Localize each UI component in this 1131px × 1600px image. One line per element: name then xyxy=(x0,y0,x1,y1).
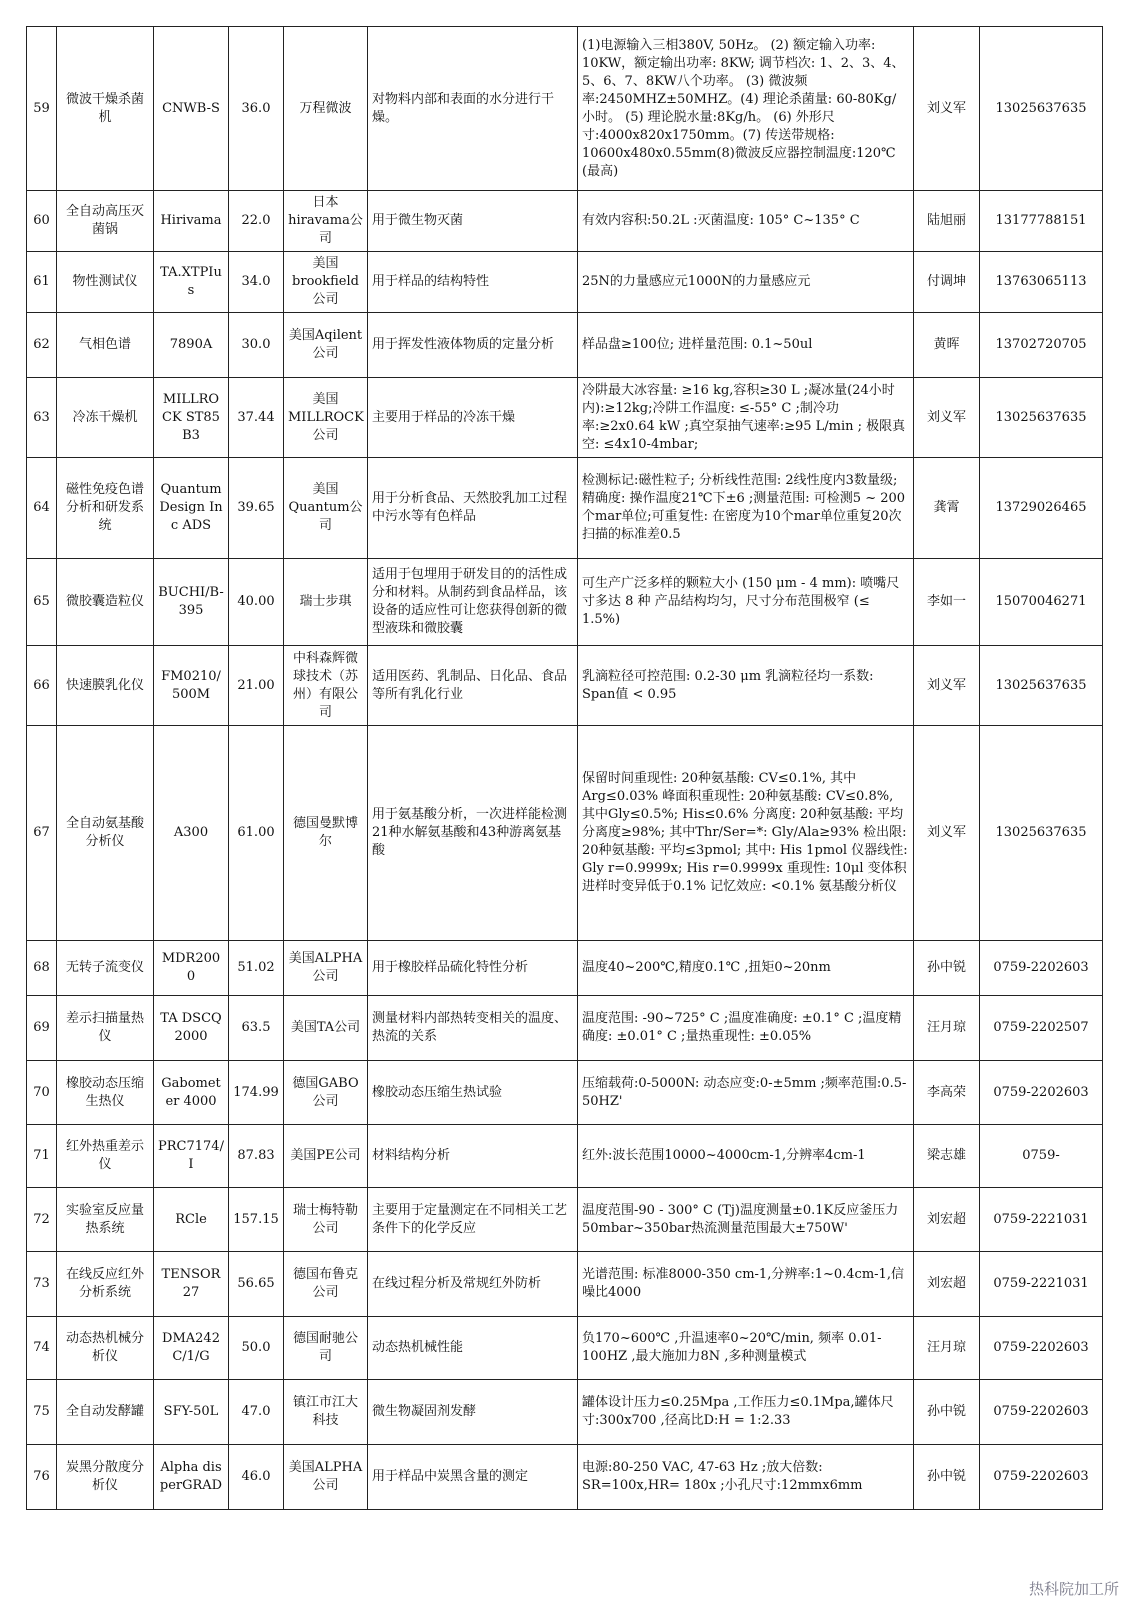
manufacturer: 瑞士步琪 xyxy=(284,559,368,646)
table-row xyxy=(27,1445,1103,1510)
technical-spec: 25N的力量感应元1000N的力量感应元 xyxy=(578,252,914,313)
table-row xyxy=(27,1125,1103,1188)
table-row xyxy=(27,27,1103,191)
technical-spec: 压缩载荷:0-5000N: 动态应变:0-±5mm ;频率范围:0.5-50HZ' xyxy=(578,1061,914,1125)
phone-number: 13025637635 xyxy=(980,378,1103,458)
contact-person: 刘义军 xyxy=(914,378,980,458)
technical-spec: 冷阱最大冰容量: ≥16 kg,容积≥30 L ;凝冰量(24小时内):≥12kg;冷阱工作温度: ≤-55° C ;制冷功率:≥2x0.64 kW ;真空泵抽气速率:≥95 L/min ; 极限真空: ≤4x10-4mbar; xyxy=(578,378,914,458)
price: 50.0 xyxy=(229,1317,284,1380)
phone-number: 15070046271 xyxy=(980,559,1103,646)
usage-description: 在线过程分析及常规红外防析 xyxy=(368,1252,578,1317)
table-row xyxy=(27,1252,1103,1317)
price: 36.0 xyxy=(229,27,284,191)
usage-description: 用于微生物灭菌 xyxy=(368,191,578,252)
model-number: Gabometer 4000 xyxy=(154,1061,229,1125)
manufacturer: 中科森辉微球技术（苏州）有限公司 xyxy=(284,646,368,726)
model-number: PRC7174/I xyxy=(154,1125,229,1188)
technical-spec: 光谱范围: 标准8000-350 cm-1,分辨率:1~0.4cm-1,信噪比4000 xyxy=(578,1252,914,1317)
manufacturer: 美国Aqilent公司 xyxy=(284,313,368,378)
phone-number: 0759-2202507 xyxy=(980,996,1103,1061)
equipment-name: 快速膜乳化仪 xyxy=(57,646,154,726)
price: 63.5 xyxy=(229,996,284,1061)
table-row xyxy=(27,996,1103,1061)
equipment-name: 无转子流变仪 xyxy=(57,941,154,996)
technical-spec: 负170~600℃ ,升温速率0~20℃/min, 频率 0.01-100HZ ,最大施加力8N ,多种测量模式 xyxy=(578,1317,914,1380)
usage-description: 材料结构分析 xyxy=(368,1125,578,1188)
manufacturer: 德国布鲁克公司 xyxy=(284,1252,368,1317)
table-row xyxy=(27,726,1103,941)
contact-person: 李如一 xyxy=(914,559,980,646)
equipment-name: 磁性免疫色谱分析和研发系统 xyxy=(57,458,154,559)
phone-number: 0759-2221031 xyxy=(980,1188,1103,1252)
usage-description: 动态热机械性能 xyxy=(368,1317,578,1380)
contact-person: 刘宏超 xyxy=(914,1188,980,1252)
table-row xyxy=(27,252,1103,313)
technical-spec: 样品盘≥100位; 进样量范围: 0.1~50ul xyxy=(578,313,914,378)
technical-spec: 乳滴粒径可控范围: 0.2-30 μm 乳滴粒径均一系数: Span值 < 0.95 xyxy=(578,646,914,726)
table-row xyxy=(27,458,1103,559)
equipment-name: 差示扫描量热仪 xyxy=(57,996,154,1061)
model-number: RCle xyxy=(154,1188,229,1252)
manufacturer: 德国GABO公司 xyxy=(284,1061,368,1125)
technical-spec: 有效内容积:50.2L :灭菌温度: 105° C~135° C xyxy=(578,191,914,252)
model-number: Quantum Design Inc ADS xyxy=(154,458,229,559)
usage-description: 用于分析食品、天然胶乳加工过程中污水等有色样品 xyxy=(368,458,578,559)
manufacturer: 美国brookfield公司 xyxy=(284,252,368,313)
price: 22.0 xyxy=(229,191,284,252)
phone-number: 13025637635 xyxy=(980,646,1103,726)
equipment-name: 动态热机械分析仪 xyxy=(57,1317,154,1380)
row-number: 62 xyxy=(27,313,57,378)
table-row xyxy=(27,1188,1103,1252)
equipment-name: 炭黑分散度分析仪 xyxy=(57,1445,154,1510)
phone-number: 13177788151 xyxy=(980,191,1103,252)
row-number: 59 xyxy=(27,27,57,191)
row-number: 64 xyxy=(27,458,57,559)
row-number: 69 xyxy=(27,996,57,1061)
contact-person: 付调坤 xyxy=(914,252,980,313)
usage-description: 用于氨基酸分析，一次进样能检测21种水解氨基酸和43种游离氨基酸 xyxy=(368,726,578,941)
usage-description: 主要用于定量测定在不同相关工艺条件下的化学反应 xyxy=(368,1188,578,1252)
contact-person: 刘义军 xyxy=(914,726,980,941)
row-number: 61 xyxy=(27,252,57,313)
row-number: 63 xyxy=(27,378,57,458)
technical-spec: 保留时间重现性: 20种氨基酸: CV≤0.1%, 其中Arg≤0.03% 峰面积重现性: 20种氨基酸: CV≤0.8%, 其中Gly≤0.5%; His≤0.6% 分离度: 20种氨基酸: 平均分离度≥98%; 其中Thr/Ser=*: Gly/Ala≥93% 检出限: 20种氨基酸: 平均≤3pmol; 其中: His 1pmol 仪器线性: Gly r=0.9999x; His r=0.9999x 重现性: 10μl 变体积进样时变异低于0.1% 记忆效应: <0.1% 氨基酸分析仪 xyxy=(578,726,914,941)
phone-number: 0759-2221031 xyxy=(980,1252,1103,1317)
table-row xyxy=(27,313,1103,378)
model-number: A300 xyxy=(154,726,229,941)
usage-description: 橡胶动态压缩生热试验 xyxy=(368,1061,578,1125)
table-row xyxy=(27,378,1103,458)
phone-number: 13763065113 xyxy=(980,252,1103,313)
model-number: MILLROCK ST85B3 xyxy=(154,378,229,458)
row-number: 71 xyxy=(27,1125,57,1188)
manufacturer: 德国耐驰公司 xyxy=(284,1317,368,1380)
contact-person: 龚霄 xyxy=(914,458,980,559)
price: 51.02 xyxy=(229,941,284,996)
price: 37.44 xyxy=(229,378,284,458)
phone-number: 0759-2202603 xyxy=(980,1061,1103,1125)
usage-description: 适用医药、乳制品、日化品、食品等所有乳化行业 xyxy=(368,646,578,726)
price: 87.83 xyxy=(229,1125,284,1188)
contact-person: 刘义军 xyxy=(914,646,980,726)
contact-person: 孙中锐 xyxy=(914,1380,980,1445)
usage-description: 对物料内部和表面的水分进行干燥。 xyxy=(368,27,578,191)
manufacturer: 美国ALPHA公司 xyxy=(284,941,368,996)
technical-spec: 可生产广泛多样的颗粒大小 (150 μm - 4 mm): 喷嘴尺寸多达 8 种 产品结构均匀，尺寸分布范围极窄 (≤ 1.5%) xyxy=(578,559,914,646)
price: 34.0 xyxy=(229,252,284,313)
equipment-name: 在线反应红外分析系统 xyxy=(57,1252,154,1317)
row-number: 76 xyxy=(27,1445,57,1510)
technical-spec: 检测标记:磁性粒子; 分析线性范围: 2线性度内3数量级; 精确度: 操作温度21℃下±6 ;测量范围: 可检测5 ~ 200个mar单位;可重复性: 在密度为10个mar单位重复20次扫描的标准差0.5 xyxy=(578,458,914,559)
technical-spec: 温度40~200℃,精度0.1℃ ,扭矩0~20nm xyxy=(578,941,914,996)
manufacturer: 万程微波 xyxy=(284,27,368,191)
model-number: TA.XTPIus xyxy=(154,252,229,313)
row-number: 66 xyxy=(27,646,57,726)
contact-person: 孙中锐 xyxy=(914,941,980,996)
price: 56.65 xyxy=(229,1252,284,1317)
usage-description: 主要用于样品的冷冻干燥 xyxy=(368,378,578,458)
model-number: MDR2000 xyxy=(154,941,229,996)
model-number: TA DSCQ2000 xyxy=(154,996,229,1061)
price: 61.00 xyxy=(229,726,284,941)
row-number: 68 xyxy=(27,941,57,996)
model-number: FM0210/500M xyxy=(154,646,229,726)
equipment-name: 全自动发酵罐 xyxy=(57,1380,154,1445)
row-number: 65 xyxy=(27,559,57,646)
equipment-name: 橡胶动态压缩生热仪 xyxy=(57,1061,154,1125)
table-row xyxy=(27,941,1103,996)
equipment-name: 实验室反应量热系统 xyxy=(57,1188,154,1252)
technical-spec: 温度范围: -90~725° C ;温度准确度: ±0.1° C ;温度精确度: ±0.01° C ;量热重现性: ±0.05% xyxy=(578,996,914,1061)
price: 30.0 xyxy=(229,313,284,378)
contact-person: 孙中锐 xyxy=(914,1445,980,1510)
technical-spec: 罐体设计压力≤0.25Mpa ,工作压力≤0.1Mpa,罐体尺寸:300x700 ,径高比D:H = 1:2.33 xyxy=(578,1380,914,1445)
model-number: SFY-50L xyxy=(154,1380,229,1445)
contact-person: 汪月琼 xyxy=(914,1317,980,1380)
manufacturer: 美国MILLROCK公司 xyxy=(284,378,368,458)
row-number: 72 xyxy=(27,1188,57,1252)
table-row xyxy=(27,1317,1103,1380)
price: 39.65 xyxy=(229,458,284,559)
table-row xyxy=(27,559,1103,646)
equipment-name: 气相色谱 xyxy=(57,313,154,378)
table-row xyxy=(27,1380,1103,1445)
technical-spec: 电源:80-250 VAC, 47-63 Hz ;放大倍数: SR=100x,HR= 180x ;小孔尺寸:12mmx6mm xyxy=(578,1445,914,1510)
contact-person: 陆旭丽 xyxy=(914,191,980,252)
technical-spec: 红外:波长范围10000~4000cm-1,分辨率4cm-1 xyxy=(578,1125,914,1188)
manufacturer: 日本hiravama公司 xyxy=(284,191,368,252)
usage-description: 微生物凝固剂发酵 xyxy=(368,1380,578,1445)
table-row xyxy=(27,646,1103,726)
manufacturer: 美国ALPHA公司 xyxy=(284,1445,368,1510)
row-number: 73 xyxy=(27,1252,57,1317)
usage-description: 测量材料内部热转变相关的温度、热流的关系 xyxy=(368,996,578,1061)
price: 40.00 xyxy=(229,559,284,646)
row-number: 60 xyxy=(27,191,57,252)
price: 21.00 xyxy=(229,646,284,726)
phone-number: 0759- xyxy=(980,1125,1103,1188)
row-number: 67 xyxy=(27,726,57,941)
phone-number: 13702720705 xyxy=(980,313,1103,378)
contact-person: 李高荣 xyxy=(914,1061,980,1125)
model-number: Alpha disperGRAD xyxy=(154,1445,229,1510)
equipment-name: 红外热重差示仪 xyxy=(57,1125,154,1188)
contact-person: 黄晖 xyxy=(914,313,980,378)
row-number: 74 xyxy=(27,1317,57,1380)
equipment-name: 物性测试仪 xyxy=(57,252,154,313)
price: 157.15 xyxy=(229,1188,284,1252)
equipment-name: 全自动氨基酸分析仪 xyxy=(57,726,154,941)
contact-person: 汪月琼 xyxy=(914,996,980,1061)
usage-description: 用于样品的结构特性 xyxy=(368,252,578,313)
phone-number: 13729026465 xyxy=(980,458,1103,559)
manufacturer: 瑞士梅特勒公司 xyxy=(284,1188,368,1252)
manufacturer: 美国Quantum公司 xyxy=(284,458,368,559)
technical-spec: (1)电源输入三相380V, 50Hz。 (2) 额定输入功率: 10KW，额定输出功率: 8KW; 调节档次: 1、2、3、4、5、6、7、8KW八个功率。 (3) 微波频率:2450MHZ±50MHZ。(4) 理论杀菌量: 60-80Kg/小时。 (5) 理论脱水量:8Kg/h。 (6) 外形尺寸:4000x820x1750mm。(7) 传送带规格: 10600x480x0.55mm(8)微波反应器控制温度:120℃(最高) xyxy=(578,27,914,191)
model-number: TENSOR 27 xyxy=(154,1252,229,1317)
phone-number: 13025637635 xyxy=(980,27,1103,191)
model-number: 7890A xyxy=(154,313,229,378)
contact-person: 刘宏超 xyxy=(914,1252,980,1317)
model-number: Hirivama xyxy=(154,191,229,252)
usage-description: 用于样品中炭黑含量的测定 xyxy=(368,1445,578,1510)
model-number: CNWB-S xyxy=(154,27,229,191)
watermark: 热科院加工所 xyxy=(1028,1580,1119,1598)
price: 46.0 xyxy=(229,1445,284,1510)
price: 47.0 xyxy=(229,1380,284,1445)
table-row xyxy=(27,191,1103,252)
manufacturer: 美国PE公司 xyxy=(284,1125,368,1188)
phone-number: 0759-2202603 xyxy=(980,941,1103,996)
usage-description: 用于挥发性液体物质的定量分析 xyxy=(368,313,578,378)
equipment-table xyxy=(26,26,1103,1510)
table-row xyxy=(27,1061,1103,1125)
equipment-name: 全自动高压灭菌锅 xyxy=(57,191,154,252)
usage-description: 用于橡胶样品硫化特性分析 xyxy=(368,941,578,996)
contact-person: 梁志雄 xyxy=(914,1125,980,1188)
phone-number: 0759-2202603 xyxy=(980,1380,1103,1445)
equipment-name: 冷冻干燥机 xyxy=(57,378,154,458)
contact-person: 刘义军 xyxy=(914,27,980,191)
row-number: 70 xyxy=(27,1061,57,1125)
usage-description: 适用于包埋用于研发目的的活性成分和材料。从制药到食品样品，该设备的适应性可让您获得创新的微型液珠和微胶囊 xyxy=(368,559,578,646)
manufacturer: 镇江市江大科技 xyxy=(284,1380,368,1445)
phone-number: 0759-2202603 xyxy=(980,1445,1103,1510)
phone-number: 0759-2202603 xyxy=(980,1317,1103,1380)
equipment-name: 微胶囊造粒仪 xyxy=(57,559,154,646)
equipment-name: 微波干燥杀菌机 xyxy=(57,27,154,191)
model-number: BUCHI/B-395 xyxy=(154,559,229,646)
price: 174.99 xyxy=(229,1061,284,1125)
phone-number: 13025637635 xyxy=(980,726,1103,941)
table-body xyxy=(27,27,1103,1510)
manufacturer: 德国曼默博尔 xyxy=(284,726,368,941)
row-number: 75 xyxy=(27,1380,57,1445)
model-number: DMA242C/1/G xyxy=(154,1317,229,1380)
technical-spec: 温度范围-90 - 300° C (Tj)温度测量±0.1K反应釜压力50mbar~350bar热流测量范围最大±750W' xyxy=(578,1188,914,1252)
manufacturer: 美国TA公司 xyxy=(284,996,368,1061)
